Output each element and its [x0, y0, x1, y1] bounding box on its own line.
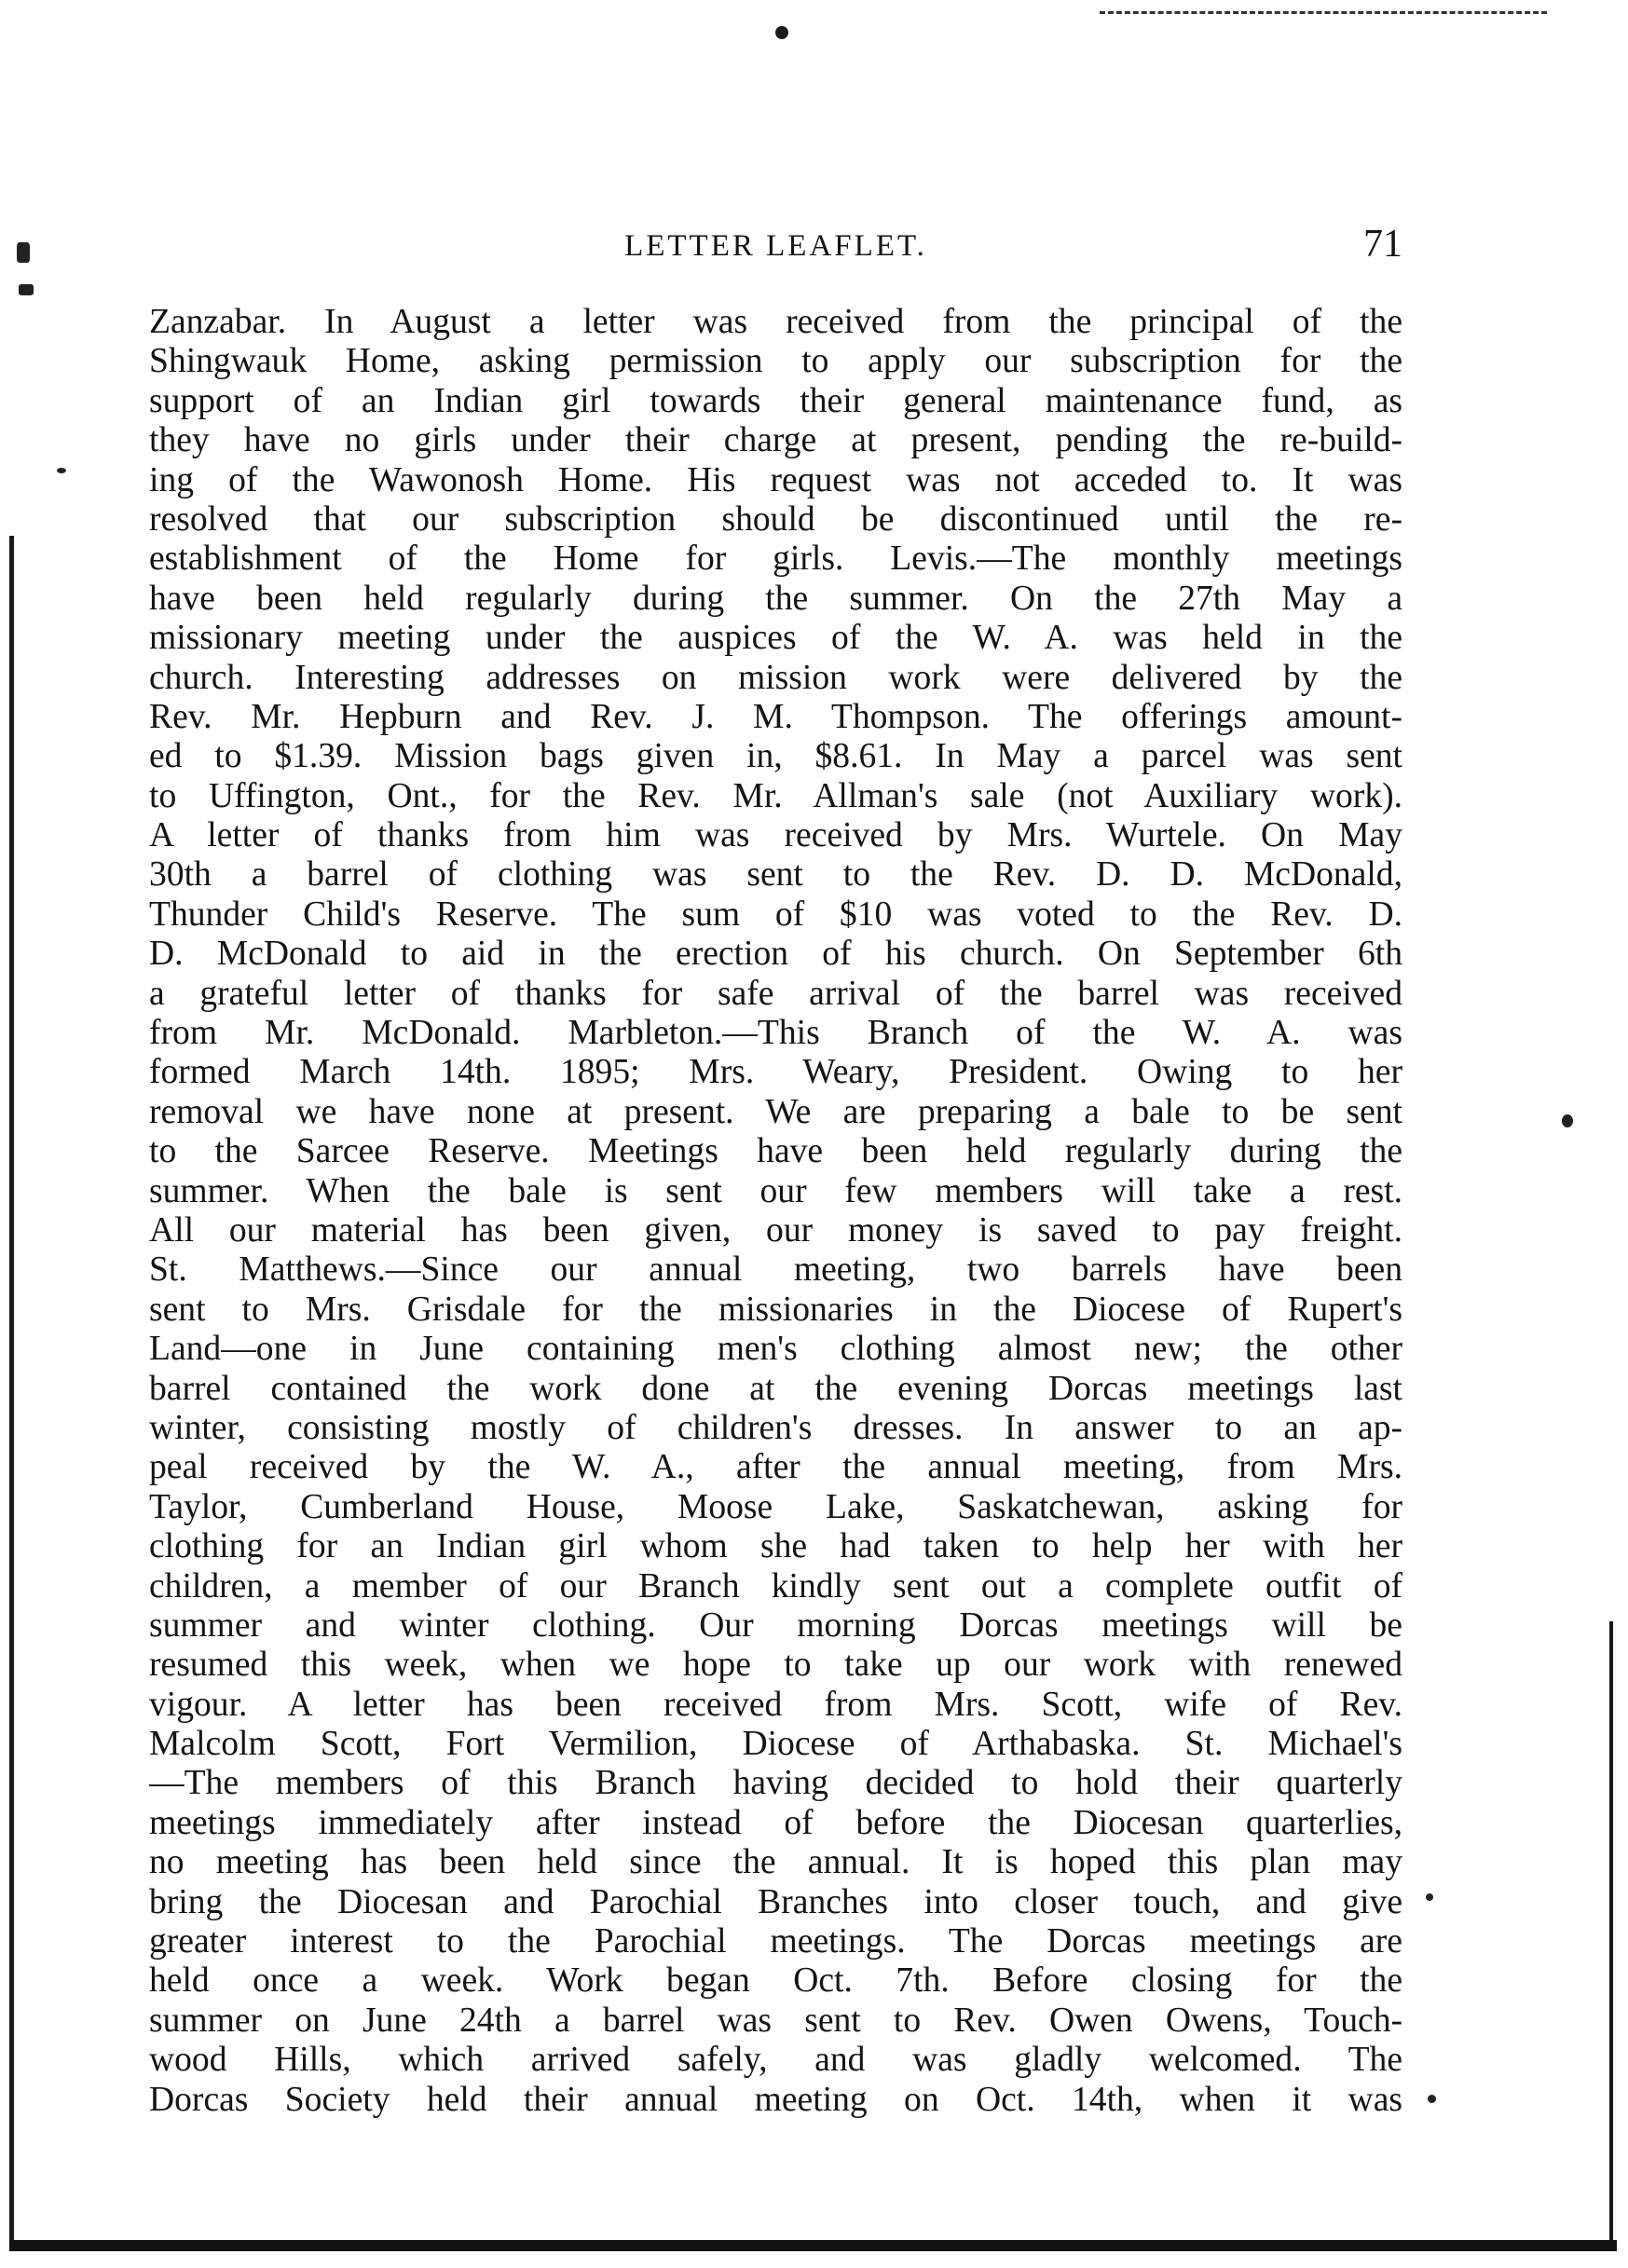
- edge-marks: [1100, 11, 1547, 21]
- text-line: they have no girls under their charge at present, pending the re-build-: [149, 421, 1402, 460]
- text-line: summer on June 24th a barrel was sent to Rev. Owen Owens, Touch-: [149, 2001, 1402, 2040]
- text-line: winter, consisting mostly of children's dresses. In answer to an ap-: [149, 1408, 1402, 1447]
- text-line: wood Hills, which arrived safely, and was gladly welcomed. The: [149, 2041, 1402, 2080]
- left-page-edge: [9, 536, 14, 2246]
- body-text: [149, 303, 1402, 2120]
- ink-speck: [19, 284, 34, 295]
- ink-speck: [57, 468, 66, 473]
- text-line: ed to $1.39. Mission bags given in, $8.61. In May a parcel was sent: [149, 737, 1402, 776]
- text-line: St. Matthews.—Since our annual meeting, two barrels have been: [149, 1250, 1402, 1290]
- text-line: removal we have none at present. We are preparing a bale to be sent: [149, 1092, 1402, 1131]
- ink-dot: [775, 26, 788, 39]
- page-header: [149, 222, 1402, 278]
- page-number: 71: [1363, 223, 1402, 266]
- text-line: establishment of the Home for girls. Levis.—The monthly meetings: [149, 540, 1402, 579]
- text-line: Dorcas Society held their annual meeting on Oct. 14th, when it was: [149, 2080, 1402, 2119]
- text-line: resolved that our subscription should be discontinued until the re-: [149, 499, 1402, 539]
- text-line: to Uffington, Ont., for the Rev. Mr. Allman's sale (not Auxiliary work).: [149, 776, 1402, 815]
- ink-speck: [1428, 2095, 1436, 2103]
- text-line: from Mr. McDonald. Marbleton.—This Branch of the W. A. was: [149, 1014, 1402, 1053]
- ink-speck: [1426, 1893, 1433, 1901]
- text-line: church. Interesting addresses on mission work were delivered by the: [149, 658, 1402, 697]
- text-line: A letter of thanks from him was received by Mrs. Wurtele. On May: [149, 816, 1402, 855]
- text-line: no meeting has been held since the annual. It is hoped this plan may: [149, 1843, 1402, 1882]
- text-line: Zanzabar. In August a letter was received from the principal of the: [149, 303, 1402, 341]
- text-line: Taylor, Cumberland House, Moose Lake, Saskatchewan, asking for: [149, 1487, 1402, 1526]
- ink-speck: [17, 242, 30, 263]
- text-line: formed March 14th. 1895; Mrs. Weary, President. Owing to her: [149, 1053, 1402, 1092]
- text-line: meetings immediately after instead of before the Diocesan quarterlies,: [149, 1803, 1402, 1842]
- text-line: vigour. A letter has been received from Mrs. Scott, wife of Rev.: [149, 1685, 1402, 1724]
- text-line: Shingwauk Home, asking permission to apply our subscription for the: [149, 342, 1402, 381]
- text-line: 30th a barrel of clothing was sent to the Rev. D. D. McDonald,: [149, 855, 1402, 895]
- text-line: support of an Indian girl towards their general maintenance fund, as: [149, 381, 1402, 420]
- text-line: resumed this week, when we hope to take up our work with renewed: [149, 1646, 1402, 1685]
- text-line: Malcolm Scott, Fort Vermilion, Diocese of Arthabaska. St. Michael's: [149, 1725, 1402, 1764]
- bottom-page-edge: [9, 2240, 1617, 2251]
- text-line: Land—one in June containing men's clothing almost new; the other: [149, 1330, 1402, 1369]
- right-page-edge: [1609, 1621, 1613, 2246]
- running-title: LETTER LEAFLET.: [624, 229, 927, 263]
- text-line: D. McDonald to aid in the erection of his church. On September 6th: [149, 935, 1402, 974]
- text-line: All our material has been given, our money is saved to pay freight.: [149, 1210, 1402, 1250]
- text-line: to the Sarcee Reserve. Meetings have been held regularly during the: [149, 1132, 1402, 1171]
- text-line: clothing for an Indian girl whom she had taken to help her with her: [149, 1527, 1402, 1566]
- text-line: barrel contained the work done at the evening Dorcas meetings last: [149, 1369, 1402, 1408]
- ink-speck: [1562, 1114, 1573, 1127]
- text-line: Thunder Child's Reserve. The sum of $10 was voted to the Rev. D.: [149, 895, 1402, 934]
- text-line: summer. When the bale is sent our few members will take a rest.: [149, 1171, 1402, 1210]
- text-line: bring the Diocesan and Parochial Branches into closer touch, and give: [149, 1882, 1402, 1921]
- text-line: Rev. Mr. Hepburn and Rev. J. M. Thompson. The offerings amount-: [149, 697, 1402, 736]
- text-line: a grateful letter of thanks for safe arrival of the barrel was received: [149, 974, 1402, 1013]
- text-line: sent to Mrs. Grisdale for the missionaries in the Diocese of Rupert's: [149, 1290, 1402, 1329]
- text-line: greater interest to the Parochial meetings. The Dorcas meetings are: [149, 1922, 1402, 1961]
- text-line: have been held regularly during the summer. On the 27th May a: [149, 579, 1402, 618]
- text-line: ing of the Wawonosh Home. His request was not acceded to. It was: [149, 460, 1402, 499]
- text-line: summer and winter clothing. Our morning Dorcas meetings will be: [149, 1605, 1402, 1645]
- text-line: peal received by the W. A., after the annual meeting, from Mrs.: [149, 1448, 1402, 1487]
- text-line: —The members of this Branch having decided to hold their quarterly: [149, 1764, 1402, 1803]
- text-line: held once a week. Work began Oct. 7th. Before closing for the: [149, 1961, 1402, 2001]
- text-line: missionary meeting under the auspices of the W. A. was held in the: [149, 619, 1402, 658]
- text-line: children, a member of our Branch kindly sent out a complete outfit of: [149, 1566, 1402, 1605]
